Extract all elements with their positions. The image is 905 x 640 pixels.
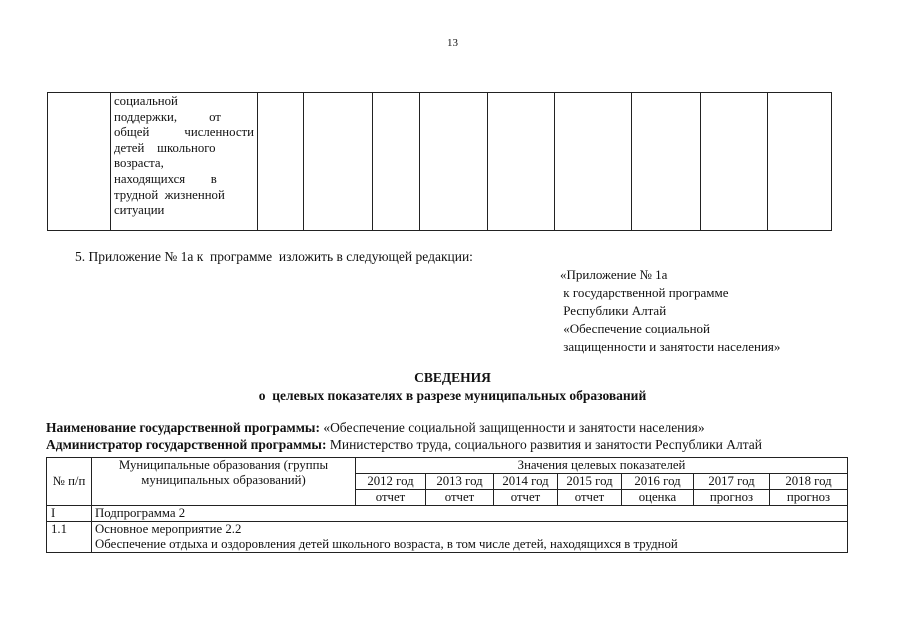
desc-line: трудной жизненной [114, 187, 225, 202]
year-header: 2015 год [558, 474, 622, 490]
desc-line: социальной [114, 94, 178, 108]
empty-cell [768, 93, 832, 231]
subprogram-title: Подпрограмма 2 [92, 506, 848, 522]
activity-title: Основное мероприятие 2.2 [95, 522, 242, 536]
year-header: 2017 год [694, 474, 770, 490]
values-header: Значения целевых показателей [356, 458, 848, 474]
empty-cell [555, 93, 632, 231]
desc-line: возраста, [114, 156, 164, 171]
year-header: 2013 год [426, 474, 494, 490]
empty-cell [701, 93, 768, 231]
program-name [46, 420, 705, 436]
indicator-description [111, 93, 258, 231]
desc-line: общей численности [114, 125, 254, 140]
year-header: 2016 год [622, 474, 694, 490]
empty-cell [420, 93, 488, 231]
activity-description [92, 522, 848, 553]
appendix-line: Республики Алтай [560, 303, 667, 318]
value-type: отчет [356, 490, 426, 506]
empty-cell [304, 93, 373, 231]
column-header-municipal: Муниципальные образования (группы муниципальных образований) [92, 458, 356, 506]
appendix-reference [560, 266, 780, 356]
empty-cell [632, 93, 701, 231]
column-header-number: № п/п [47, 458, 92, 506]
appendix-line: защищенности и занятости населения» [560, 339, 781, 354]
desc-line: находящихся в [114, 171, 217, 186]
year-header: 2018 год [770, 474, 848, 490]
program-label: Наименование государственной программы: [46, 420, 320, 435]
value-type: отчет [494, 490, 558, 506]
activity-text: Обеспечение отдыха и оздоровления детей школьного возраста, в том числе детей, находящихся в трудной [95, 537, 678, 551]
heading-subtitle: о целевых показателях в разрезе муниципальных образований [258, 388, 647, 403]
appendix-line: «Приложение № 1а [560, 267, 668, 282]
empty-cell [488, 93, 555, 231]
empty-cell [48, 93, 111, 231]
appendix-line: «Обеспечение социальной [560, 321, 710, 336]
row-number: 1.1 [47, 522, 92, 553]
value-type: прогноз [694, 490, 770, 506]
value-type: прогноз [770, 490, 848, 506]
program-administrator [46, 437, 762, 453]
heading-title: СВЕДЕНИЯ [414, 370, 491, 385]
appendix-line: к государственной программе [560, 285, 729, 300]
continuation-table [47, 92, 832, 231]
administrator-value: Министерство труда, социального развития и занятости Республики Алтай [326, 437, 763, 452]
value-type: отчет [426, 490, 494, 506]
desc-line: поддержки, от [114, 109, 221, 124]
administrator-label: Администратор государственной программы: [46, 437, 327, 452]
empty-cell [373, 93, 420, 231]
desc-line: детей школьного [114, 140, 216, 155]
item-5-text: 5. Приложение № 1а к программе изложить в следующей редакции: [75, 249, 473, 264]
year-header: 2012 год [356, 474, 426, 490]
page-number: 13 [447, 37, 458, 49]
year-header: 2014 год [494, 474, 558, 490]
program-value: «Обеспечение социальной защищенности и занятости населения» [319, 420, 705, 435]
row-number: I [47, 506, 92, 522]
empty-cell [258, 93, 304, 231]
indicators-table [46, 457, 848, 553]
value-type: оценка [622, 490, 694, 506]
value-type: отчет [558, 490, 622, 506]
desc-line: ситуации [114, 203, 165, 218]
